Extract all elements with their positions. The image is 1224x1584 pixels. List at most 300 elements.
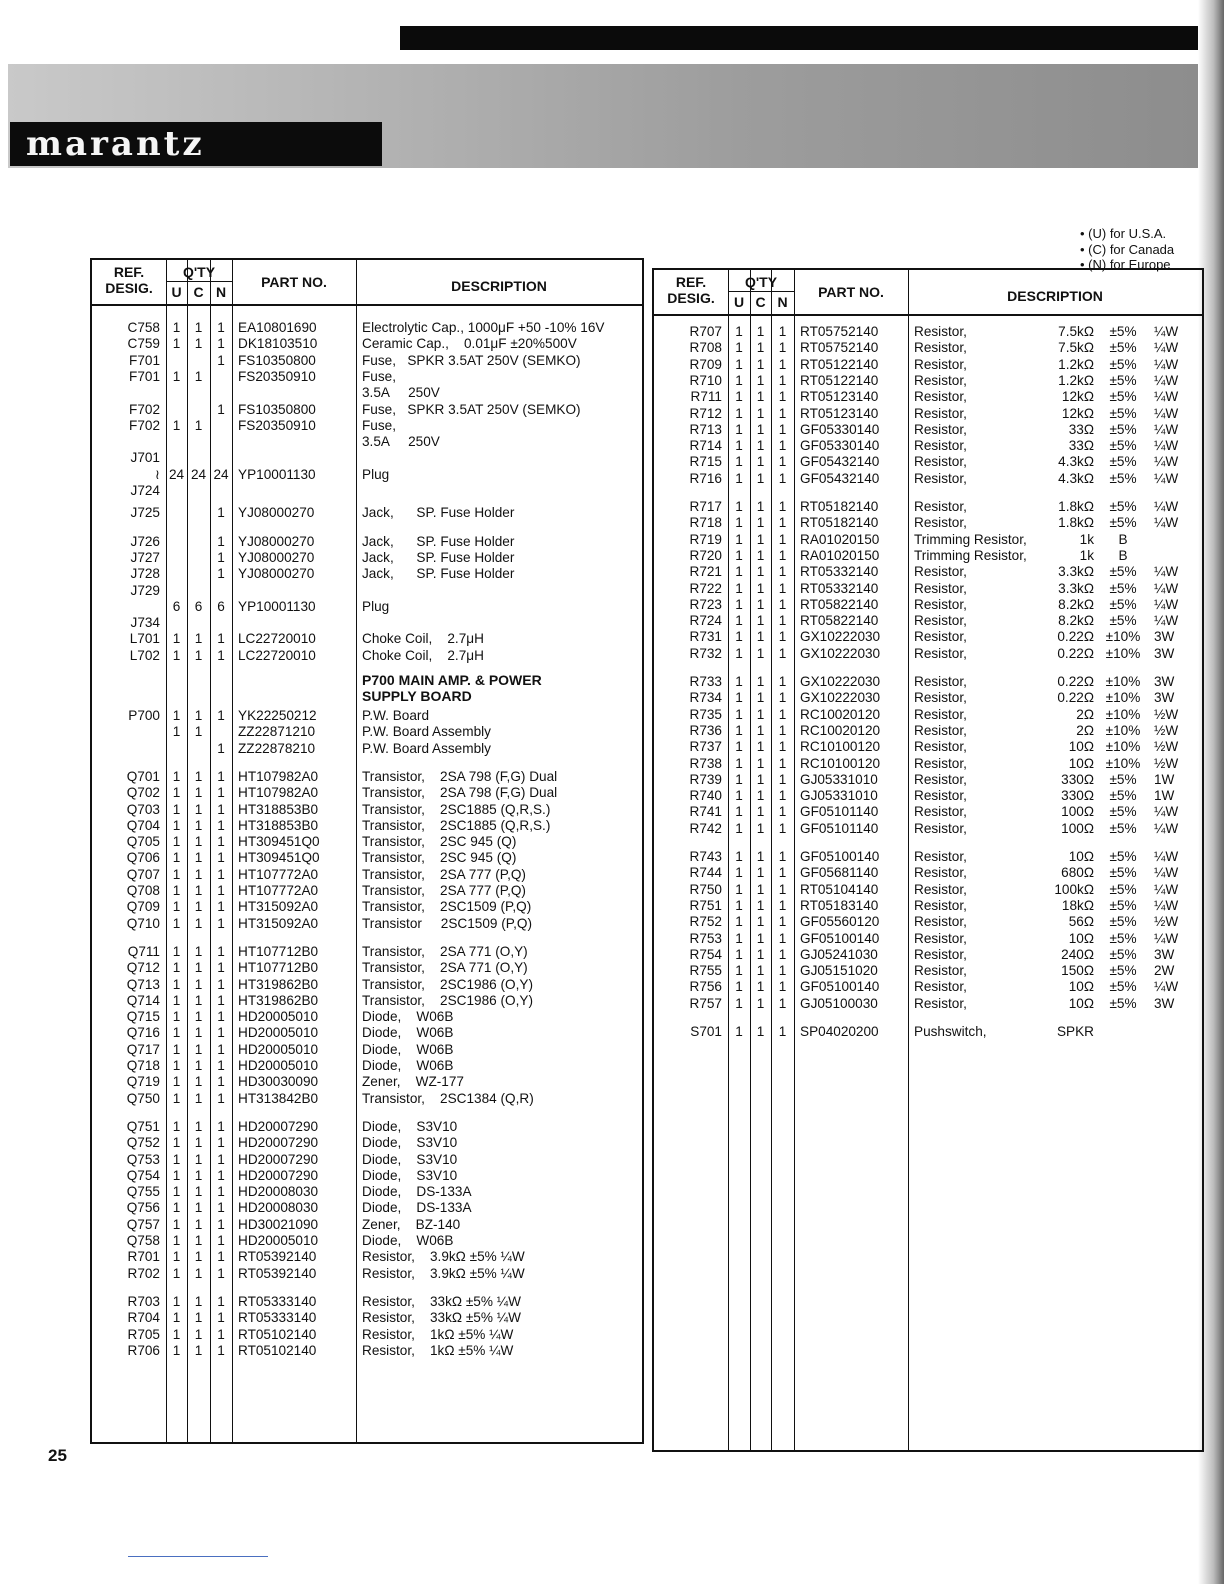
ref-desig: Q714 bbox=[126, 992, 160, 1008]
ref-desig: J729 bbox=[130, 582, 160, 598]
right-row bbox=[654, 821, 1202, 837]
ref-desig: Q715 bbox=[126, 1009, 160, 1025]
qty-c: 1 bbox=[756, 722, 765, 738]
section-title: SUPPLY BOARD bbox=[362, 688, 472, 704]
qty-c: 1 bbox=[194, 1135, 203, 1151]
qty-n: 1 bbox=[217, 1265, 225, 1281]
qty-c: 1 bbox=[756, 324, 765, 339]
part-number: GF05100140 bbox=[800, 979, 880, 995]
qty-c: 1 bbox=[756, 438, 765, 454]
legend-canada: • (C) for Canada bbox=[1080, 241, 1175, 257]
right-row bbox=[654, 438, 1202, 454]
tolerance: ±10% bbox=[1105, 645, 1141, 661]
wattage: ½W bbox=[1154, 739, 1179, 755]
region-legend bbox=[1080, 226, 1174, 273]
qty-n: 1 bbox=[778, 706, 787, 722]
right-header-n: N bbox=[777, 294, 788, 310]
ref-desig: Q701 bbox=[126, 768, 160, 784]
qty-n: 1 bbox=[778, 674, 787, 689]
part-number: GF05100140 bbox=[800, 930, 880, 946]
part-number: FS10350800 bbox=[238, 401, 316, 417]
qty-n: 1 bbox=[217, 1200, 225, 1216]
ref-desig: R709 bbox=[689, 356, 722, 372]
value: 0.22Ω bbox=[1057, 674, 1094, 689]
wattage: ¼W bbox=[1154, 340, 1179, 356]
tolerance: ±5% bbox=[1109, 771, 1137, 787]
qty-n: 1 bbox=[217, 992, 225, 1008]
part-number: HT107982A0 bbox=[238, 785, 319, 801]
ref-desig: F702 bbox=[129, 417, 160, 433]
qty-u: 24 bbox=[168, 466, 185, 482]
qty-u: 1 bbox=[172, 899, 181, 915]
description: Choke Coil, 2.7μH bbox=[362, 647, 484, 663]
part-number: RA01020150 bbox=[800, 547, 880, 563]
ref-desig: R754 bbox=[689, 946, 722, 962]
qty-c: 1 bbox=[194, 1233, 203, 1248]
part-number: GX10222030 bbox=[800, 690, 881, 706]
left-row bbox=[92, 483, 642, 499]
description: Electrolytic Cap., 1000μF +50 -10% 16V bbox=[362, 320, 605, 335]
right-row bbox=[654, 788, 1202, 804]
qty-n: 1 bbox=[778, 645, 787, 661]
qty-u: 1 bbox=[735, 804, 743, 820]
description: Transistor, 2SA 771 (O,Y) bbox=[362, 960, 528, 976]
right-row bbox=[654, 646, 1202, 662]
description: Diode, W06B bbox=[362, 1233, 454, 1248]
qty-u: 1 bbox=[172, 960, 181, 976]
qty-c: 1 bbox=[756, 706, 765, 722]
qty-c: 1 bbox=[756, 356, 765, 372]
part-number: RT05822140 bbox=[800, 596, 879, 612]
left-row bbox=[92, 818, 642, 834]
ref-desig: C759 bbox=[127, 336, 160, 352]
description: 3.5A 250V bbox=[362, 434, 440, 450]
right-row bbox=[654, 865, 1202, 881]
qty-u: 1 bbox=[172, 724, 181, 740]
left-row bbox=[92, 336, 642, 352]
qty-u: 1 bbox=[735, 690, 743, 706]
left-row bbox=[92, 741, 642, 757]
right-row bbox=[654, 756, 1202, 772]
qty-c: 1 bbox=[756, 771, 765, 787]
part-number: RT05752140 bbox=[800, 324, 879, 339]
right-header-u: U bbox=[733, 294, 745, 310]
part-number: HD20005010 bbox=[238, 1041, 319, 1057]
ref-desig: R740 bbox=[689, 788, 722, 804]
value: 3.3kΩ bbox=[1058, 580, 1094, 596]
left-row bbox=[92, 1135, 642, 1151]
left-row bbox=[92, 320, 642, 336]
left-row bbox=[92, 802, 642, 818]
wattage: ¼W bbox=[1154, 356, 1179, 372]
left-row bbox=[92, 1266, 642, 1282]
value: 2Ω bbox=[1076, 706, 1094, 722]
description: Transistor, 2SC1986 (O,Y) bbox=[362, 992, 533, 1008]
qty-n: 1 bbox=[778, 580, 787, 596]
tolerance: ±5% bbox=[1109, 356, 1137, 372]
part-number: HD20005010 bbox=[238, 1025, 319, 1041]
qty-n: 1 bbox=[778, 820, 787, 836]
qty-c: 1 bbox=[194, 1058, 203, 1073]
right-header-qty: Q'TY bbox=[744, 274, 778, 290]
qty-n: 1 bbox=[217, 943, 225, 959]
left-header-ref: REF. bbox=[113, 264, 145, 280]
description: Trimming Resistor, bbox=[914, 547, 1027, 563]
right-row bbox=[654, 499, 1202, 515]
qty-n: 1 bbox=[217, 1135, 225, 1151]
left-header bbox=[92, 260, 642, 306]
qty-n: 1 bbox=[778, 930, 787, 946]
marantz-logo: marantz bbox=[10, 122, 382, 166]
description: Ceramic Cap., 0.01μF ±20%500V bbox=[362, 336, 577, 352]
ref-desig: Q757 bbox=[126, 1216, 160, 1232]
qty-c: 1 bbox=[194, 1293, 203, 1309]
part-number: YJ08000270 bbox=[238, 533, 315, 549]
ref-desig: R739 bbox=[689, 771, 722, 787]
qty-u: 1 bbox=[172, 1249, 181, 1265]
wattage: ¼W bbox=[1154, 596, 1179, 612]
qty-u: 1 bbox=[172, 785, 181, 801]
right-row bbox=[654, 931, 1202, 947]
part-number: YP10001130 bbox=[238, 598, 316, 614]
part-number: RT05332140 bbox=[800, 564, 879, 580]
wattage: 3W bbox=[1154, 629, 1175, 645]
qty-u: 1 bbox=[735, 706, 743, 722]
qty-u: 1 bbox=[735, 613, 743, 629]
description: Fuse, bbox=[362, 417, 396, 433]
qty-c: 1 bbox=[194, 1200, 203, 1216]
wattage: 3W bbox=[1154, 995, 1175, 1011]
description: Resistor, bbox=[914, 580, 967, 596]
qty-c: 1 bbox=[194, 1342, 203, 1358]
wattage: ¼W bbox=[1154, 849, 1179, 864]
qty-u: 1 bbox=[735, 674, 743, 689]
tolerance: ±5% bbox=[1109, 324, 1137, 339]
value: 1.8kΩ bbox=[1058, 515, 1094, 531]
qty-c: 1 bbox=[194, 1310, 203, 1326]
description: P.W. Board bbox=[362, 708, 429, 723]
part-number: LC22720010 bbox=[238, 631, 316, 647]
description: Diode, S3V10 bbox=[362, 1151, 458, 1167]
tolerance: ±5% bbox=[1109, 405, 1137, 421]
ref-desig: Q758 bbox=[126, 1233, 160, 1248]
part-number: RT05392140 bbox=[238, 1249, 317, 1265]
description: Resistor, bbox=[914, 499, 967, 514]
qty-u: 1 bbox=[172, 368, 181, 384]
qty-u: 1 bbox=[172, 320, 181, 335]
qty-c: 1 bbox=[194, 631, 203, 647]
tolerance: ±5% bbox=[1109, 865, 1137, 881]
qty-u: 1 bbox=[735, 979, 743, 995]
tolerance: ±10% bbox=[1105, 739, 1141, 755]
ref-desig: F701 bbox=[129, 368, 160, 384]
tolerance: ±10% bbox=[1105, 674, 1141, 689]
qty-n: 1 bbox=[217, 336, 225, 352]
description: Diode, S3V10 bbox=[362, 1135, 458, 1151]
ref-desig: Q753 bbox=[126, 1151, 160, 1167]
left-row bbox=[92, 505, 642, 521]
qty-u: 1 bbox=[735, 564, 743, 580]
qty-c: 1 bbox=[756, 372, 765, 388]
right-row bbox=[654, 532, 1202, 548]
part-number: HD20005010 bbox=[238, 1233, 319, 1248]
value: 10Ω bbox=[1068, 849, 1094, 864]
part-number: GF05560120 bbox=[800, 914, 880, 930]
qty-n: 1 bbox=[217, 352, 225, 368]
left-header-n: N bbox=[215, 284, 227, 300]
qty-n: 1 bbox=[778, 515, 787, 531]
qty-c: 1 bbox=[756, 499, 765, 514]
ref-desig: R752 bbox=[689, 914, 722, 930]
ref-desig: R736 bbox=[689, 722, 722, 738]
qty-n: 1 bbox=[217, 1009, 225, 1025]
description: Resistor, bbox=[914, 324, 967, 339]
tolerance: ±5% bbox=[1109, 914, 1137, 930]
qty-n: 1 bbox=[217, 785, 225, 801]
left-row bbox=[92, 1184, 642, 1200]
left-row bbox=[92, 1074, 642, 1090]
right-row bbox=[654, 581, 1202, 597]
description: Transistor, 2SA 777 (P,Q) bbox=[362, 866, 526, 882]
qty-u: 1 bbox=[172, 1041, 181, 1057]
qty-u: 1 bbox=[735, 596, 743, 612]
ref-desig: L702 bbox=[129, 647, 160, 663]
right-row bbox=[654, 723, 1202, 739]
left-row bbox=[92, 1058, 642, 1074]
tolerance: ±5% bbox=[1109, 515, 1137, 531]
qty-n: 1 bbox=[217, 505, 225, 521]
ref-desig: Q713 bbox=[126, 976, 160, 992]
left-row bbox=[92, 1327, 642, 1343]
qty-c: 1 bbox=[756, 804, 765, 820]
ref-desig: Q751 bbox=[126, 1118, 160, 1134]
left-row bbox=[92, 1168, 642, 1184]
part-number: RT05182140 bbox=[800, 515, 879, 531]
qty-c: 1 bbox=[756, 629, 765, 645]
description: Resistor, bbox=[914, 820, 967, 836]
ref-desig: R710 bbox=[689, 372, 722, 388]
wattage: ¼W bbox=[1154, 324, 1179, 339]
left-row bbox=[92, 1233, 642, 1249]
left-header-qty-divider bbox=[166, 281, 232, 282]
right-row bbox=[654, 340, 1202, 356]
qty-u: 1 bbox=[735, 865, 743, 881]
qty-n: 1 bbox=[778, 755, 787, 771]
part-number: HT319862B0 bbox=[238, 992, 319, 1008]
qty-u: 1 bbox=[172, 1058, 181, 1073]
right-row bbox=[654, 373, 1202, 389]
left-row bbox=[92, 566, 642, 582]
left-row bbox=[92, 1009, 642, 1025]
description: Transistor, 2SA 777 (P,Q) bbox=[362, 883, 526, 898]
ref-desig: R751 bbox=[689, 897, 722, 913]
qty-u: 1 bbox=[735, 771, 743, 787]
description: Resistor, bbox=[914, 421, 967, 437]
right-row bbox=[654, 454, 1202, 470]
qty-c: 1 bbox=[756, 596, 765, 612]
part-number: HT107772A0 bbox=[238, 883, 319, 898]
qty-c: 1 bbox=[194, 943, 203, 959]
qty-u: 1 bbox=[735, 580, 743, 596]
qty-u: 1 bbox=[172, 417, 181, 433]
qty-c: 1 bbox=[194, 915, 203, 931]
part-number: FS20350910 bbox=[238, 368, 316, 384]
description: Resistor, bbox=[914, 613, 967, 629]
qty-u: 1 bbox=[735, 356, 743, 372]
part-number: GF05101140 bbox=[800, 804, 879, 820]
description: Transistor, 2SA 798 (F,G) Dual bbox=[362, 768, 558, 784]
wattage: 3W bbox=[1154, 674, 1175, 689]
value: 33Ω bbox=[1068, 421, 1094, 437]
value: 7.5kΩ bbox=[1058, 324, 1094, 339]
ref-desig: Q703 bbox=[126, 801, 160, 817]
qty-n: 1 bbox=[778, 372, 787, 388]
qty-n: 1 bbox=[778, 865, 787, 881]
wattage: ¼W bbox=[1154, 499, 1179, 514]
description: Resistor, bbox=[914, 690, 967, 706]
qty-u: 1 bbox=[735, 963, 743, 979]
description: Transistor, 2SA 771 (O,Y) bbox=[362, 943, 528, 959]
part-number: HT309451Q0 bbox=[238, 834, 320, 850]
qty-n: 1 bbox=[217, 1090, 225, 1106]
tolerance: ±5% bbox=[1109, 372, 1137, 388]
qty-n: 1 bbox=[217, 533, 225, 549]
ref-desig: R703 bbox=[127, 1293, 160, 1309]
part-number: ZZ22878210 bbox=[238, 740, 316, 756]
qty-c: 1 bbox=[756, 1024, 765, 1039]
part-number: GJ05331010 bbox=[800, 788, 878, 804]
qty-c: 1 bbox=[194, 708, 203, 723]
right-header-ref: REF. bbox=[675, 274, 707, 290]
description: Resistor, bbox=[914, 438, 967, 454]
qty-u: 1 bbox=[735, 722, 743, 738]
description: Diode, W06B bbox=[362, 1041, 454, 1057]
ref-desig: R742 bbox=[689, 820, 722, 836]
description: Resistor, bbox=[914, 963, 967, 979]
part-number: EA10801690 bbox=[238, 320, 317, 335]
description: Resistor, 3.9kΩ ±5% ¼W bbox=[362, 1249, 525, 1265]
part-number: HD20007290 bbox=[238, 1151, 319, 1167]
qty-u: 1 bbox=[172, 1326, 181, 1342]
description: Resistor, 33kΩ ±5% ¼W bbox=[362, 1310, 521, 1326]
ref-desig: R706 bbox=[127, 1342, 160, 1358]
part-number: RC10020120 bbox=[800, 722, 881, 738]
qty-u: 1 bbox=[172, 834, 181, 850]
qty-c: 24 bbox=[190, 466, 207, 482]
qty-n: 1 bbox=[217, 1074, 225, 1090]
page-number: 25 bbox=[48, 1446, 67, 1465]
value: 10Ω bbox=[1068, 930, 1094, 946]
tolerance: ±5% bbox=[1109, 897, 1137, 913]
qty-n: 1 bbox=[778, 1024, 787, 1039]
ref-desig: S701 bbox=[690, 1024, 722, 1039]
part-number: RT05333140 bbox=[238, 1310, 317, 1326]
qty-c: 1 bbox=[194, 647, 203, 663]
right-row bbox=[654, 804, 1202, 820]
ref-desig: R721 bbox=[689, 564, 722, 580]
description: Diode, DS-133A bbox=[362, 1184, 472, 1200]
part-number: GX10222030 bbox=[800, 629, 881, 645]
part-number: YK22250212 bbox=[238, 708, 317, 723]
qty-n: 1 bbox=[217, 1326, 225, 1342]
right-header-part-no: PART NO. bbox=[818, 284, 884, 300]
left-row bbox=[92, 550, 642, 566]
right-row bbox=[654, 613, 1202, 629]
qty-u: 1 bbox=[172, 1151, 181, 1167]
wattage: 1W bbox=[1154, 788, 1175, 804]
ref-desig: Q707 bbox=[126, 866, 160, 882]
qty-u: 1 bbox=[172, 1293, 181, 1309]
left-row bbox=[92, 785, 642, 801]
description: Transistor, 2SC1885 (Q,R,S.) bbox=[362, 817, 551, 833]
value: 10Ω bbox=[1068, 739, 1094, 755]
description: Resistor, bbox=[914, 865, 967, 881]
left-row bbox=[92, 899, 642, 915]
qty-n: 1 bbox=[217, 850, 225, 866]
part-number: HT313842B0 bbox=[238, 1090, 319, 1106]
qty-u: 1 bbox=[735, 1024, 743, 1039]
description: Resistor, bbox=[914, 804, 967, 820]
qty-n: 1 bbox=[778, 722, 787, 738]
qty-c: 1 bbox=[194, 992, 203, 1008]
value: 100Ω bbox=[1061, 820, 1094, 836]
qty-c: 1 bbox=[756, 930, 765, 946]
right-row bbox=[654, 914, 1202, 930]
ref-desig: Q710 bbox=[126, 915, 160, 931]
value: 330Ω bbox=[1061, 771, 1094, 787]
value: 1.2kΩ bbox=[1058, 372, 1094, 388]
description: Resistor, bbox=[914, 389, 967, 405]
ref-desig: Q711 bbox=[127, 943, 160, 959]
description: Fuse, SPKR 3.5AT 250V (SEMKO) bbox=[362, 401, 581, 417]
wattage: ¼W bbox=[1154, 564, 1179, 580]
part-number: GJ05100030 bbox=[800, 995, 878, 1011]
wattage: ¼W bbox=[1154, 897, 1179, 913]
description: Transistor, 2SC1509 (P,Q) bbox=[362, 899, 532, 915]
description: Resistor, bbox=[914, 515, 967, 531]
qty-u: 1 bbox=[172, 1216, 181, 1232]
part-number: RT05333140 bbox=[238, 1293, 317, 1309]
qty-n: 1 bbox=[217, 1151, 225, 1167]
right-row bbox=[654, 979, 1202, 995]
left-row bbox=[92, 599, 642, 615]
ref-desig: Q702 bbox=[126, 785, 160, 801]
qty-u: 6 bbox=[172, 598, 181, 614]
left-row bbox=[92, 1025, 642, 1041]
description: Zener, WZ-177 bbox=[362, 1074, 464, 1090]
ref-desig: R716 bbox=[689, 470, 722, 486]
wattage: ½W bbox=[1154, 722, 1179, 738]
qty-u: 1 bbox=[172, 1233, 181, 1248]
ref-desig: R701 bbox=[127, 1249, 160, 1265]
qty-u: 1 bbox=[735, 881, 743, 897]
qty-u: 1 bbox=[735, 930, 743, 946]
ref-desig: R755 bbox=[689, 963, 722, 979]
qty-u: 1 bbox=[735, 946, 743, 962]
ref-desig: Q719 bbox=[126, 1074, 160, 1090]
description: Diode, W06B bbox=[362, 1025, 454, 1041]
ref-desig: ≀ bbox=[154, 466, 160, 482]
part-number: GJ05151020 bbox=[800, 963, 878, 979]
qty-c: 1 bbox=[756, 788, 765, 804]
legend-usa: • (U) for U.S.A. bbox=[1080, 226, 1167, 241]
part-number: YJ08000270 bbox=[238, 505, 315, 521]
part-number: HT107772A0 bbox=[238, 866, 319, 882]
part-number: GF05101140 bbox=[800, 820, 879, 836]
ref-desig: R737 bbox=[689, 739, 722, 755]
part-number: DK18103510 bbox=[238, 336, 318, 352]
left-row bbox=[92, 1119, 642, 1135]
